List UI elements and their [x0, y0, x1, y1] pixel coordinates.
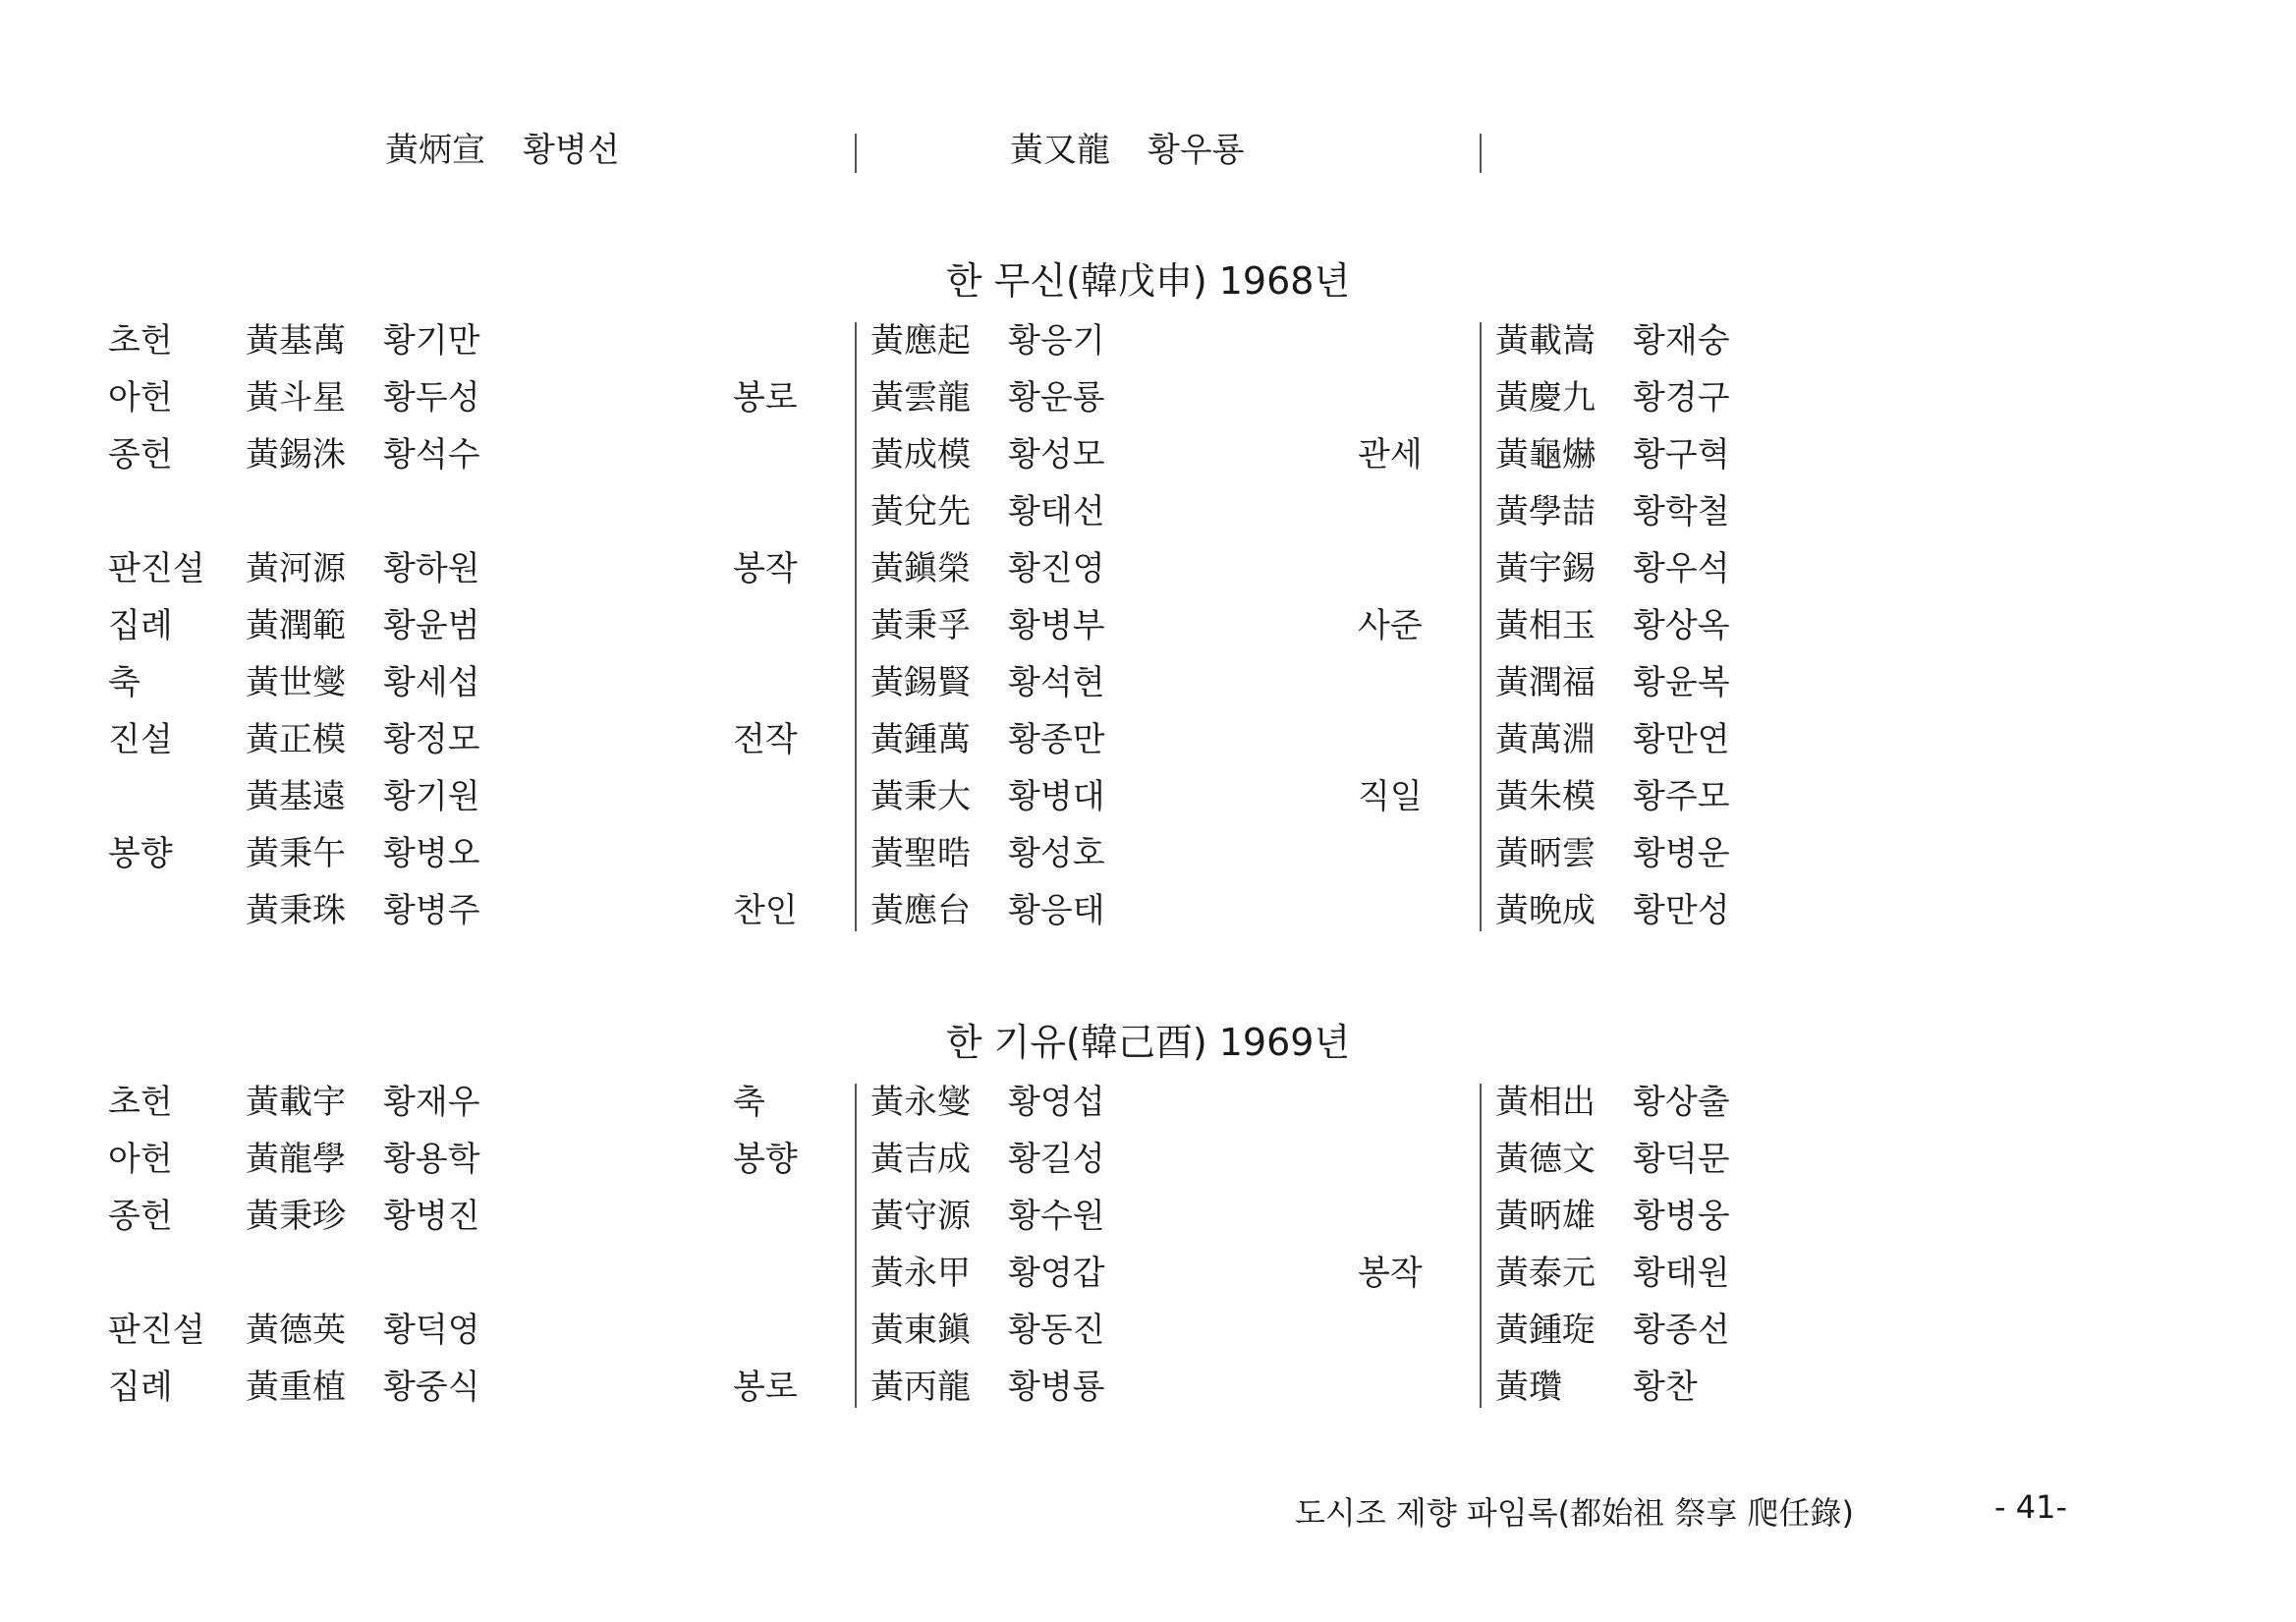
hangul-name: 황만연	[1633, 720, 1730, 759]
role-label: 판진설	[108, 1311, 205, 1350]
hangul-name: 황병룡	[1008, 1368, 1105, 1407]
role-label: 아헌	[108, 1140, 173, 1179]
hanja-name: 黃龍學	[246, 1140, 346, 1179]
hangul-name: 황우석	[1633, 549, 1730, 588]
role-label: 아헌	[108, 378, 173, 418]
hanja-name: 黃兌先	[870, 492, 971, 531]
hanja-name: 黃守源	[870, 1197, 971, 1236]
role-label: 찬인	[733, 891, 798, 930]
role-label: 축	[108, 663, 140, 702]
hanja-name: 黃雲龍	[870, 378, 971, 418]
column-divider	[855, 1084, 857, 1408]
hanja-name: 黃秉孚	[870, 606, 971, 645]
hanja-name: 黃載嵩	[1495, 321, 1596, 361]
hangul-name: 황정모	[383, 720, 480, 759]
hangul-name: 황만성	[1633, 891, 1730, 930]
hangul-name: 황종만	[1008, 720, 1105, 759]
hangul-name: 황진영	[1008, 549, 1105, 588]
role-label: 종헌	[108, 435, 173, 475]
hangul-name: 황재숭	[1633, 321, 1730, 361]
hanja-name: 黃應台	[870, 891, 971, 930]
hanja-name: 黃學喆	[1495, 492, 1596, 531]
hanja-name: 黃炳宣	[385, 131, 485, 170]
role-label: 직일	[1358, 777, 1423, 816]
role-label: 초헌	[108, 1083, 173, 1122]
hangul-name: 황병운	[1633, 834, 1730, 873]
hangul-name: 황세섭	[383, 663, 480, 702]
hangul-name: 황병오	[383, 834, 480, 873]
hangul-name: 황덕영	[383, 1311, 480, 1350]
hangul-name: 황응태	[1008, 891, 1105, 930]
hanja-name: 黃永甲	[870, 1254, 971, 1293]
hangul-name: 황병부	[1008, 606, 1105, 645]
hanja-name: 黃朱模	[1495, 777, 1596, 816]
hangul-name: 황재우	[383, 1083, 480, 1122]
hangul-name: 황영갑	[1008, 1254, 1105, 1293]
hangul-name: 황석현	[1008, 663, 1105, 702]
hanja-name: 黃鎭榮	[870, 549, 971, 588]
hanja-name: 黃河源	[246, 549, 346, 588]
role-label: 집례	[108, 1368, 173, 1407]
hanja-name: 黃萬淵	[1495, 720, 1596, 759]
hanja-name: 黃基遠	[246, 777, 346, 816]
hangul-name: 황병웅	[1633, 1197, 1730, 1236]
role-label: 종헌	[108, 1197, 173, 1236]
hanja-name: 黃正模	[246, 720, 346, 759]
hanja-name: 黃相出	[1495, 1083, 1596, 1122]
hangul-name: 황태선	[1008, 492, 1105, 531]
role-label: 집례	[108, 606, 173, 645]
hanja-name: 黃吉成	[870, 1140, 971, 1179]
hangul-name: 황운룡	[1008, 378, 1105, 418]
hangul-name: 황용학	[383, 1140, 480, 1179]
hanja-name: 黃龜爀	[1495, 435, 1596, 475]
column-divider	[1480, 1084, 1482, 1408]
hanja-name: 黃東鎭	[870, 1311, 971, 1350]
hangul-name: 황성모	[1008, 435, 1105, 475]
hangul-name: 황윤복	[1633, 663, 1730, 702]
hangul-name: 황석수	[383, 435, 480, 475]
hangul-name: 황영섭	[1008, 1083, 1105, 1122]
hanja-name: 黃潤福	[1495, 663, 1596, 702]
hanja-name: 黃相玉	[1495, 606, 1596, 645]
hanja-name: 黃泰元	[1495, 1254, 1596, 1293]
role-label: 축	[733, 1083, 765, 1122]
hanja-name: 黃秉珠	[246, 891, 346, 930]
hanja-name: 黃潤範	[246, 606, 346, 645]
hanja-name: 黃德英	[246, 1311, 346, 1350]
role-label: 봉로	[733, 1368, 798, 1407]
hanja-name: 黃鍾萬	[870, 720, 971, 759]
hanja-name: 黃秉珍	[246, 1197, 346, 1236]
hangul-name: 황기원	[383, 777, 480, 816]
role-label: 봉작	[1358, 1254, 1423, 1293]
hanja-name: 黃永燮	[870, 1083, 971, 1122]
hangul-name: 황덕문	[1633, 1140, 1730, 1179]
hangul-name: 황병선	[523, 131, 620, 170]
hangul-name: 황하원	[383, 549, 480, 588]
hanja-name: 黃德文	[1495, 1140, 1596, 1179]
column-divider	[1480, 322, 1482, 931]
hanja-name: 黃秉大	[870, 777, 971, 816]
section-title-1968: 한 무신(韓戊申) 1968년	[945, 259, 1351, 303]
hangul-name: 황병주	[383, 891, 480, 930]
hanja-name: 黃載宇	[246, 1083, 346, 1122]
hangul-name: 황우룡	[1148, 131, 1245, 170]
hanja-name: 黃昞雄	[1495, 1197, 1596, 1236]
hangul-name: 황수원	[1008, 1197, 1105, 1236]
role-label: 사준	[1358, 606, 1423, 645]
role-label: 봉로	[733, 378, 798, 418]
hangul-name: 황윤범	[383, 606, 480, 645]
hanja-name: 黃又龍	[1010, 131, 1110, 170]
column-divider	[855, 322, 857, 931]
role-label: 관세	[1358, 435, 1423, 475]
hanja-name: 黃慶九	[1495, 378, 1596, 418]
hangul-name: 황종선	[1633, 1311, 1730, 1350]
hanja-name: 黃世燮	[246, 663, 346, 702]
section-title-1969: 한 기유(韓己酉) 1969년	[945, 1021, 1351, 1064]
footer-title: 도시조 제향 파임록(都始祖 祭享 爬任錄)	[1295, 1494, 1854, 1532]
hanja-name: 黃丙龍	[870, 1368, 971, 1407]
hanja-name: 黃斗星	[246, 378, 346, 418]
hanja-name: 黃成模	[870, 435, 971, 475]
hanja-name: 黃昞雲	[1495, 834, 1596, 873]
role-label: 봉향	[733, 1140, 798, 1179]
role-label: 봉향	[108, 834, 173, 873]
hangul-name: 황병진	[383, 1197, 480, 1236]
hangul-name: 황경구	[1633, 378, 1730, 418]
role-label: 봉작	[733, 549, 798, 588]
hanja-name: 黃瓚	[1495, 1368, 1562, 1407]
hanja-name: 黃重植	[246, 1368, 346, 1407]
role-label: 전작	[733, 720, 798, 759]
column-divider	[1480, 134, 1482, 173]
hangul-name: 황찬	[1633, 1368, 1698, 1407]
hangul-name: 황기만	[383, 321, 480, 361]
hanja-name: 黃應起	[870, 321, 971, 361]
hanja-name: 黃聖晧	[870, 834, 971, 873]
hangul-name: 황상옥	[1633, 606, 1730, 645]
hanja-name: 黃晩成	[1495, 891, 1596, 930]
hanja-name: 黃鍾琁	[1495, 1311, 1596, 1350]
hanja-name: 黃秉午	[246, 834, 346, 873]
hangul-name: 황상출	[1633, 1083, 1730, 1122]
hanja-name: 黃宇錫	[1495, 549, 1596, 588]
page-number: - 41-	[1994, 1488, 2067, 1526]
hangul-name: 황길성	[1008, 1140, 1105, 1179]
hangul-name: 황성호	[1008, 834, 1105, 873]
role-label: 초헌	[108, 321, 173, 361]
hanja-name: 黃錫洙	[246, 435, 346, 475]
hanja-name: 黃基萬	[246, 321, 346, 361]
hangul-name: 황중식	[383, 1368, 480, 1407]
hangul-name: 황주모	[1633, 777, 1730, 816]
hangul-name: 황두성	[383, 378, 480, 418]
hanja-name: 黃錫賢	[870, 663, 971, 702]
hangul-name: 황병대	[1008, 777, 1105, 816]
column-divider	[855, 134, 857, 173]
hangul-name: 황응기	[1008, 321, 1105, 361]
hangul-name: 황태원	[1633, 1254, 1730, 1293]
hangul-name: 황학철	[1633, 492, 1730, 531]
role-label: 판진설	[108, 549, 205, 588]
hangul-name: 황동진	[1008, 1311, 1105, 1350]
role-label: 진설	[108, 720, 173, 759]
hangul-name: 황구혁	[1633, 435, 1730, 475]
